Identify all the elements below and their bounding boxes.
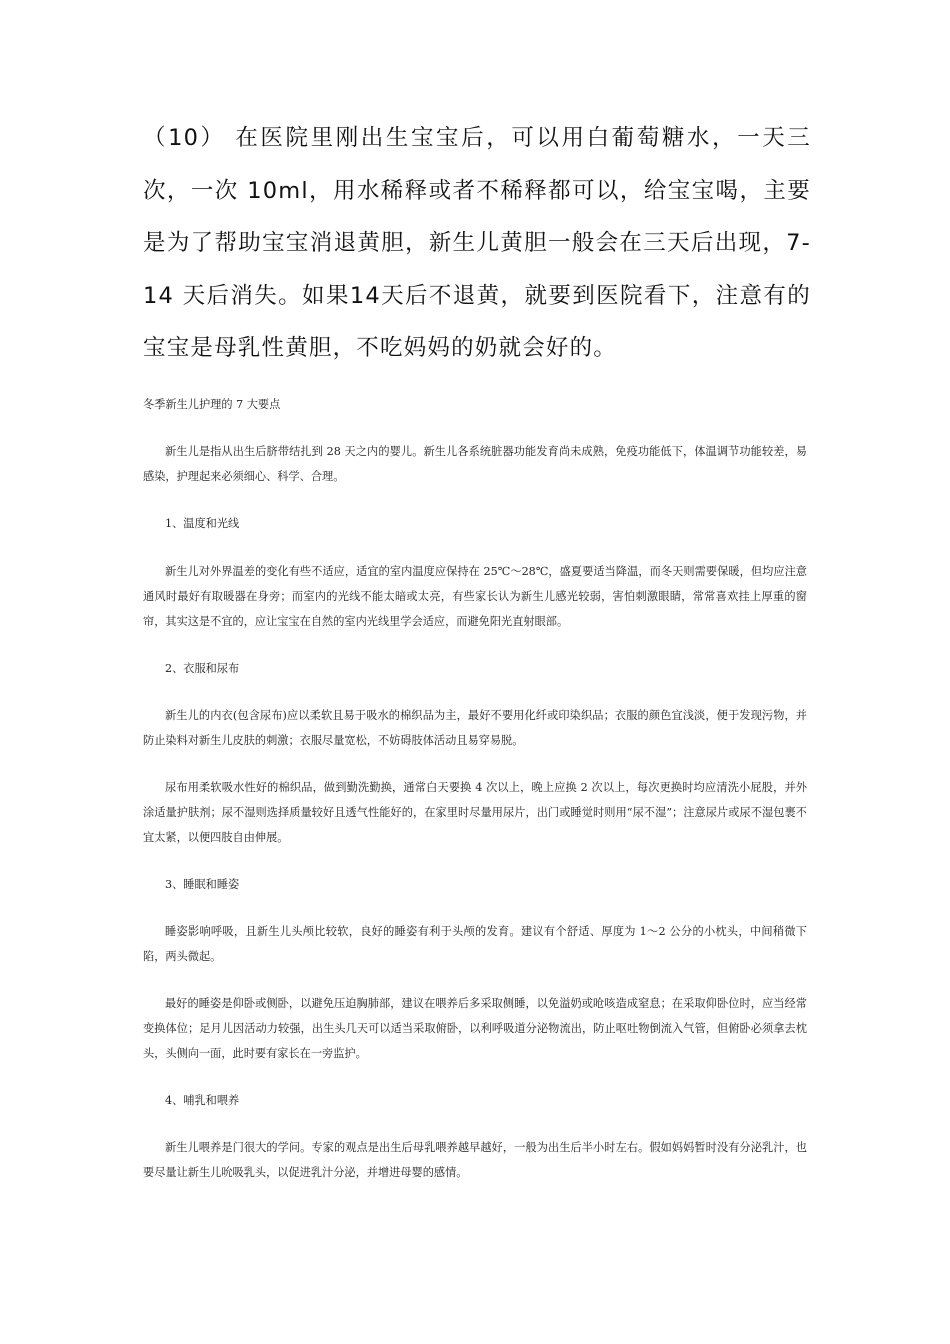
section-paragraph-temperature: 新生儿对外界温差的变化有些不适应，适宜的室内温度应保持在 25℃～28℃，盛夏要适当降温，而冬天则需要保暖，但均应注意通风时最好有取暖器在身旁；而室内的光线不能太暗或太亮，有些家长认为新生儿感光较弱，害怕刺激眼睛，常常喜欢挂上厚重的窗帘，其实这是不宜的，应让宝宝在自然的室内光线里学会适应，而避免阳光直射眼部。 [143, 565, 807, 628]
section-paragraph-sleep-pillow: 睡姿影响呼吸，且新生儿头颅比较软，良好的睡姿有利于头颅的发育。建议有个舒适、厚度为 1～2 公分的小枕头，中间稍微下陷，两头微起。 [143, 925, 807, 963]
intro-paragraph: 新生儿是指从出生后脐带结扎到 28 天之内的婴儿。新生儿各系统脏器功能发育尚未成熟，免疫功能低下，体温调节功能较差，易感染，护理起来必须细心、科学、合理。 [143, 445, 807, 483]
section-heading-feeding: 4、哺乳和喂养 [165, 1094, 240, 1107]
section-heading-temperature: 1、温度和光线 [165, 517, 240, 530]
section-paragraph-diapers: 尿布用柔软吸水性好的棉织品，做到勤洗勤换，通常白天要换 4 次以上，晚上应换 2 次以上，每次更换时均应清洗小屁股，并外涂适量护肤剂；尿不湿则选择质量较好且透气性能好的，在家里时尽量用尿片，出门或睡觉时则用“尿不湿”；注意尿片或尿不湿包裹不宜太紧，以便四肢自由伸展。 [143, 781, 807, 844]
section-paragraph-feeding: 新生儿喂养是门很大的学问。专家的观点是出生后母乳喂养越早越好，一般为出生后半小时左右。假如妈妈暂时没有分泌乳汁，也要尽量让新生儿吮吸乳头，以促进乳汁分泌，并增进母婴的感情。 [143, 1141, 807, 1179]
section-heading-clothing: 2、衣服和尿布 [165, 662, 240, 675]
section-paragraph-clothing: 新生儿的内衣(包含尿布)应以柔软且易于吸水的棉织品为主，最好不要用化纤或印染织品；衣服的颜色宜浅淡，便于发现污物，并防止染料对新生儿皮肤的刺激；衣服尽量宽松，不妨碍肢体活动且易穿易脱。 [143, 709, 807, 747]
section-paragraph-sleep-posture: 最好的睡姿是仰卧或侧卧，以避免压迫胸肺部，建议在喂养后多采取侧睡，以免溢奶或呛咳造成窒息；在采取仰卧位时，应当经常变换体位；足月儿因活动力较强，出生头几天可以适当采取俯卧，以利呼吸道分泌物流出，防止呕吐物倒流入气管，但俯卧必须拿去枕头，头侧向一面，此时要有家长在一旁监护。 [143, 997, 807, 1060]
jaundice-paragraph: （10） 在医院里刚出生宝宝后，可以用白葡萄糖水，一天三次，一次 10ml，用水稀释或者不稀释都可以，给宝宝喝，主要是为了帮助宝宝消退黄胆，新生儿黄胆一般会在三天后出现，7-14 天后消失。如果14天后不退黄，就要到医院看下，注意有的宝宝是母乳性黄胆，不吃妈妈的奶就会好的。 [143, 125, 811, 361]
article-title: 冬季新生儿护理的 7 大要点 [143, 398, 281, 411]
section-heading-sleep: 3、睡眠和睡姿 [165, 878, 240, 891]
